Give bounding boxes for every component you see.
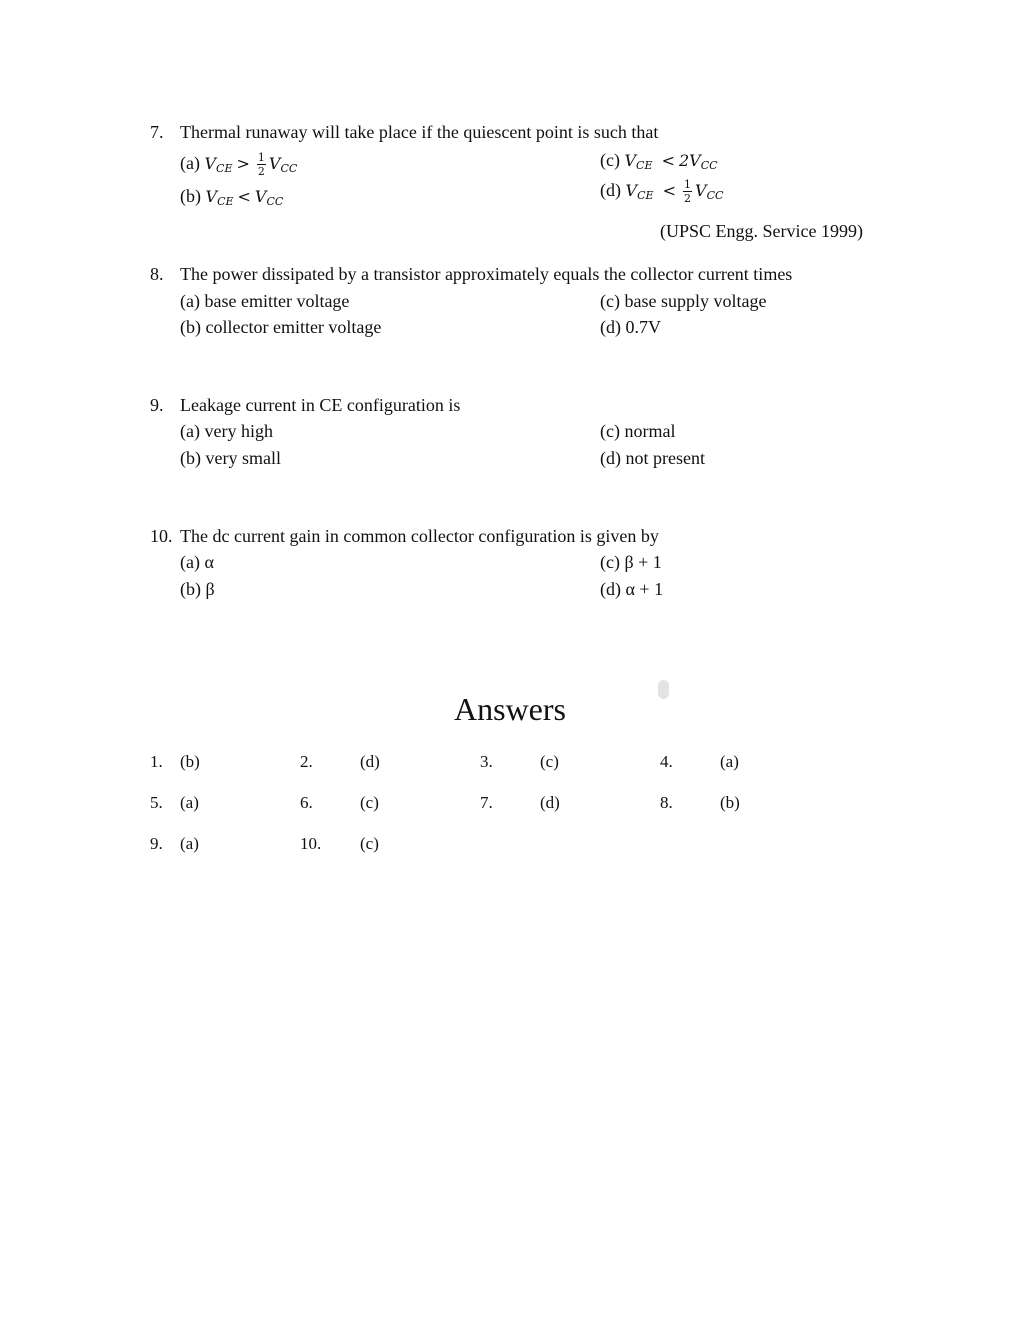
q7-source: (UPSC Engg. Service 1999)	[660, 221, 863, 241]
q10-option-d: (d) α + 1	[600, 579, 664, 599]
answers-heading: Answers	[454, 691, 566, 727]
answer-number: 10.	[300, 834, 322, 853]
q7-option-b: (b) $V_{CE} < V_{CC}$	[180, 186, 284, 208]
q8-option-a: (a) base emitter voltage	[180, 291, 350, 311]
q7-text: Thermal runaway will take place if the quiescent point is such that	[180, 122, 659, 142]
q10-number: 10.	[150, 526, 173, 546]
answer-number: 2.	[300, 752, 313, 771]
answer-number: 9.	[150, 834, 163, 853]
answer-number: 1.	[150, 752, 163, 771]
q8-number: 8.	[150, 264, 164, 284]
q9-text: Leakage current in CE configuration is	[180, 395, 461, 415]
answer-number: 6.	[300, 793, 313, 812]
answer-value: (a)	[720, 752, 739, 771]
q10-option-b: (b) β	[180, 579, 215, 599]
q8-option-d: (d) 0.7V	[600, 317, 661, 337]
answer-number: 7.	[480, 793, 493, 812]
q9-option-d: (d) not present	[600, 448, 705, 468]
answer-value: (b)	[720, 793, 740, 812]
answer-value: (b)	[180, 752, 200, 771]
q9-option-b: (b) very small	[180, 448, 281, 468]
answer-number: 5.	[150, 793, 163, 812]
q8-option-b: (b) collector emitter voltage	[180, 317, 382, 337]
q10-option-a: (a) α	[180, 552, 214, 572]
q8-text: The power dissipated by a transistor approximately equals the collector current times	[180, 264, 793, 284]
q10-text: The dc current gain in common collector configuration is given by	[180, 526, 659, 546]
q9-option-a: (a) very high	[180, 421, 273, 441]
answer-value: (c)	[360, 834, 379, 853]
q8-option-c: (c) base supply voltage	[600, 291, 767, 311]
answer-number: 4.	[660, 752, 673, 771]
q7-number: 7.	[150, 122, 164, 142]
answer-value: (a)	[180, 793, 199, 812]
answer-number: 3.	[480, 752, 493, 771]
answer-value: (a)	[180, 834, 199, 853]
q10-option-c: (c) β + 1	[600, 552, 662, 572]
answer-value: (d)	[540, 793, 560, 812]
q9-number: 9.	[150, 395, 164, 415]
q7-option-a: (a) $V_{CE}$ > $\frac{1}{2}$ $V_{CC}$	[180, 151, 298, 178]
answer-number: 8.	[660, 793, 673, 812]
answer-value: (d)	[360, 752, 380, 771]
q7-option-c: (c) $V_{CE} < 2V_{CC}$	[600, 150, 718, 172]
answer-value: (c)	[540, 752, 559, 771]
q9-option-c: (c) normal	[600, 421, 676, 441]
answer-value: (c)	[360, 793, 379, 812]
q7-option-d: (d) $V_{CE}$ < $\frac{1}{2}$ $V_{CC}$	[600, 178, 724, 205]
